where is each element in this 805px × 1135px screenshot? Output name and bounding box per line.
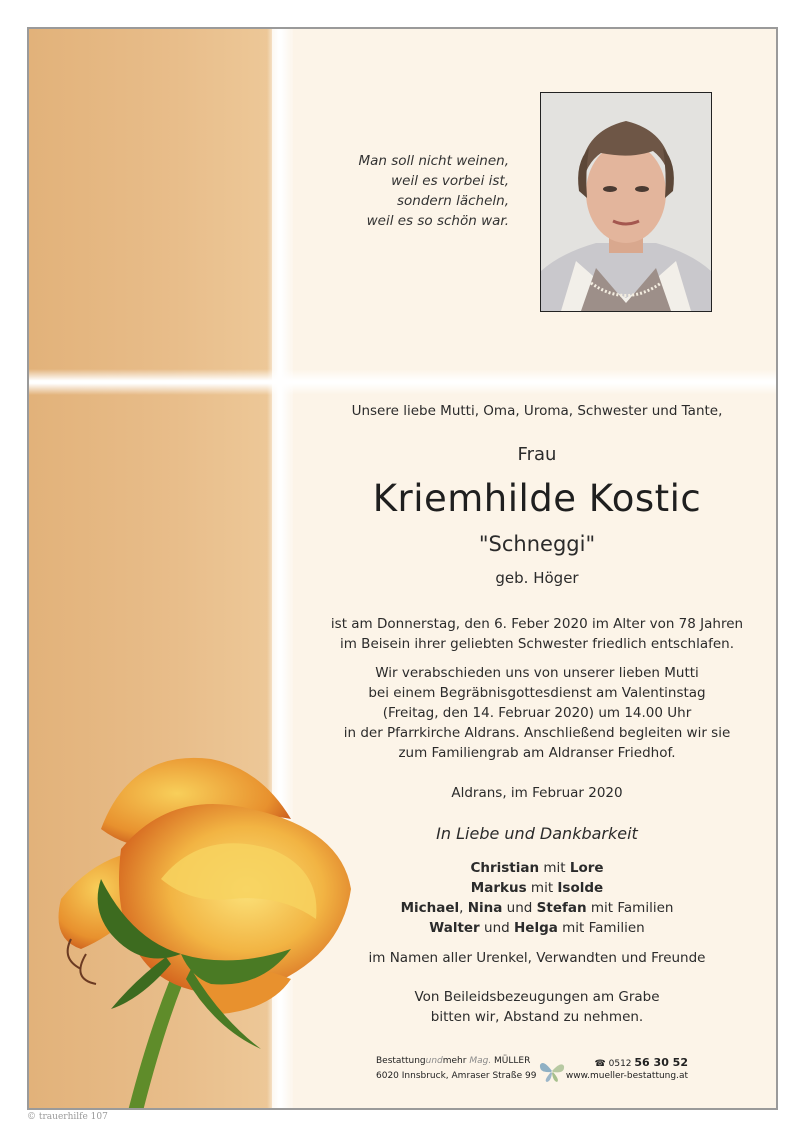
family-suffix: mit Familien (557, 920, 645, 936)
joiner: , (459, 900, 468, 916)
firm-name-part: und (425, 1056, 443, 1066)
funeral-home-address: 6020 Innsbruck, Amraser Straße 99 (376, 1071, 537, 1081)
text-line: zum Familiengrab am Aldranser Friedhof. (398, 745, 676, 761)
salutation: Frau (517, 444, 557, 465)
text-line: Von Beileidsbezeugungen am Grabe (414, 989, 660, 1005)
family-name: Isolde (557, 880, 604, 896)
family-list (294, 858, 778, 938)
family-line (294, 918, 778, 938)
funeral-home-footer (376, 1056, 692, 1088)
death-announcement (294, 614, 778, 654)
text-line: bei einem Begräbnisgottesdienst am Valentinstag (368, 685, 706, 701)
family-name: Christian (470, 860, 540, 876)
joiner: und (479, 920, 514, 936)
phone-number: 56 30 52 (634, 1056, 688, 1069)
copyright-note: © trauerhilfe 107 (27, 1112, 108, 1122)
obituary-card (27, 27, 778, 1110)
butterfly-icon (539, 1059, 565, 1083)
funeral-home-phone (595, 1056, 688, 1069)
firm-name-part: mehr (442, 1056, 467, 1066)
family-name: Markus (470, 880, 527, 896)
text-line: im Beisein ihrer geliebten Schwester friedlich entschlafen. (339, 636, 735, 652)
nickname: "Schneggi" (478, 532, 596, 556)
quote-line: sondern lächeln, (396, 193, 509, 209)
portrait-photo (540, 92, 712, 312)
cross-horizontal-beam (29, 369, 776, 395)
closing-line: In Liebe und Dankbarkeit (436, 824, 638, 843)
quote-line: weil es so schön war. (366, 213, 509, 229)
phone-prefix: 0512 (608, 1059, 632, 1069)
funeral-home-name (376, 1056, 530, 1066)
place-date: Aldrans, im Februar 2020 (451, 785, 623, 801)
family-line (294, 898, 778, 918)
quote-line: Man soll nicht weinen, (358, 153, 509, 169)
family-line (294, 858, 778, 878)
family-name: Nina (467, 900, 503, 916)
firm-owner: MÜLLER (494, 1056, 531, 1066)
family-line (294, 878, 778, 898)
text-line: bitten wir, Abstand zu nehmen. (430, 1009, 644, 1025)
quote-line: weil es vorbei ist, (391, 173, 509, 189)
funeral-home-website: www.mueller-bestattung.at (565, 1071, 688, 1081)
joiner: und (502, 900, 537, 916)
deceased-name: Kriemhilde Kostic (372, 477, 702, 520)
text-line: Wir verabschieden uns von unserer lieben Mutti (375, 665, 699, 681)
firm-name-part: Mag. (466, 1056, 495, 1066)
text-line: in der Pfarrkirche Aldrans. Anschließend begleiten wir sie (343, 725, 731, 741)
family-name: Lore (569, 860, 604, 876)
text-line: ist am Donnerstag, den 6. Feber 2020 im Alter von 78 Jahren (330, 616, 744, 632)
phone-icon: ☎ (594, 1059, 609, 1069)
memorial-quote (309, 151, 509, 231)
joiner: mit (526, 880, 558, 896)
family-name: Michael (400, 900, 460, 916)
text-line: (Freitag, den 14. Februar 2020) um 14.00 Uhr (382, 705, 692, 721)
intro-line: Unsere liebe Mutti, Oma, Uroma, Schwester und Tante, (351, 403, 723, 419)
family-name: Helga (513, 920, 558, 936)
funeral-details (294, 663, 778, 763)
family-name: Walter (429, 920, 480, 936)
firm-name-part: Bestattung (376, 1056, 426, 1066)
family-name: Stefan (536, 900, 587, 916)
relatives-line: im Namen aller Urenkel, Verwandten und Freunde (368, 950, 706, 966)
condolence-note (294, 987, 778, 1027)
family-suffix: mit Familien (586, 900, 674, 916)
joiner: mit (539, 860, 570, 876)
birth-name: geb. Höger (495, 569, 579, 587)
